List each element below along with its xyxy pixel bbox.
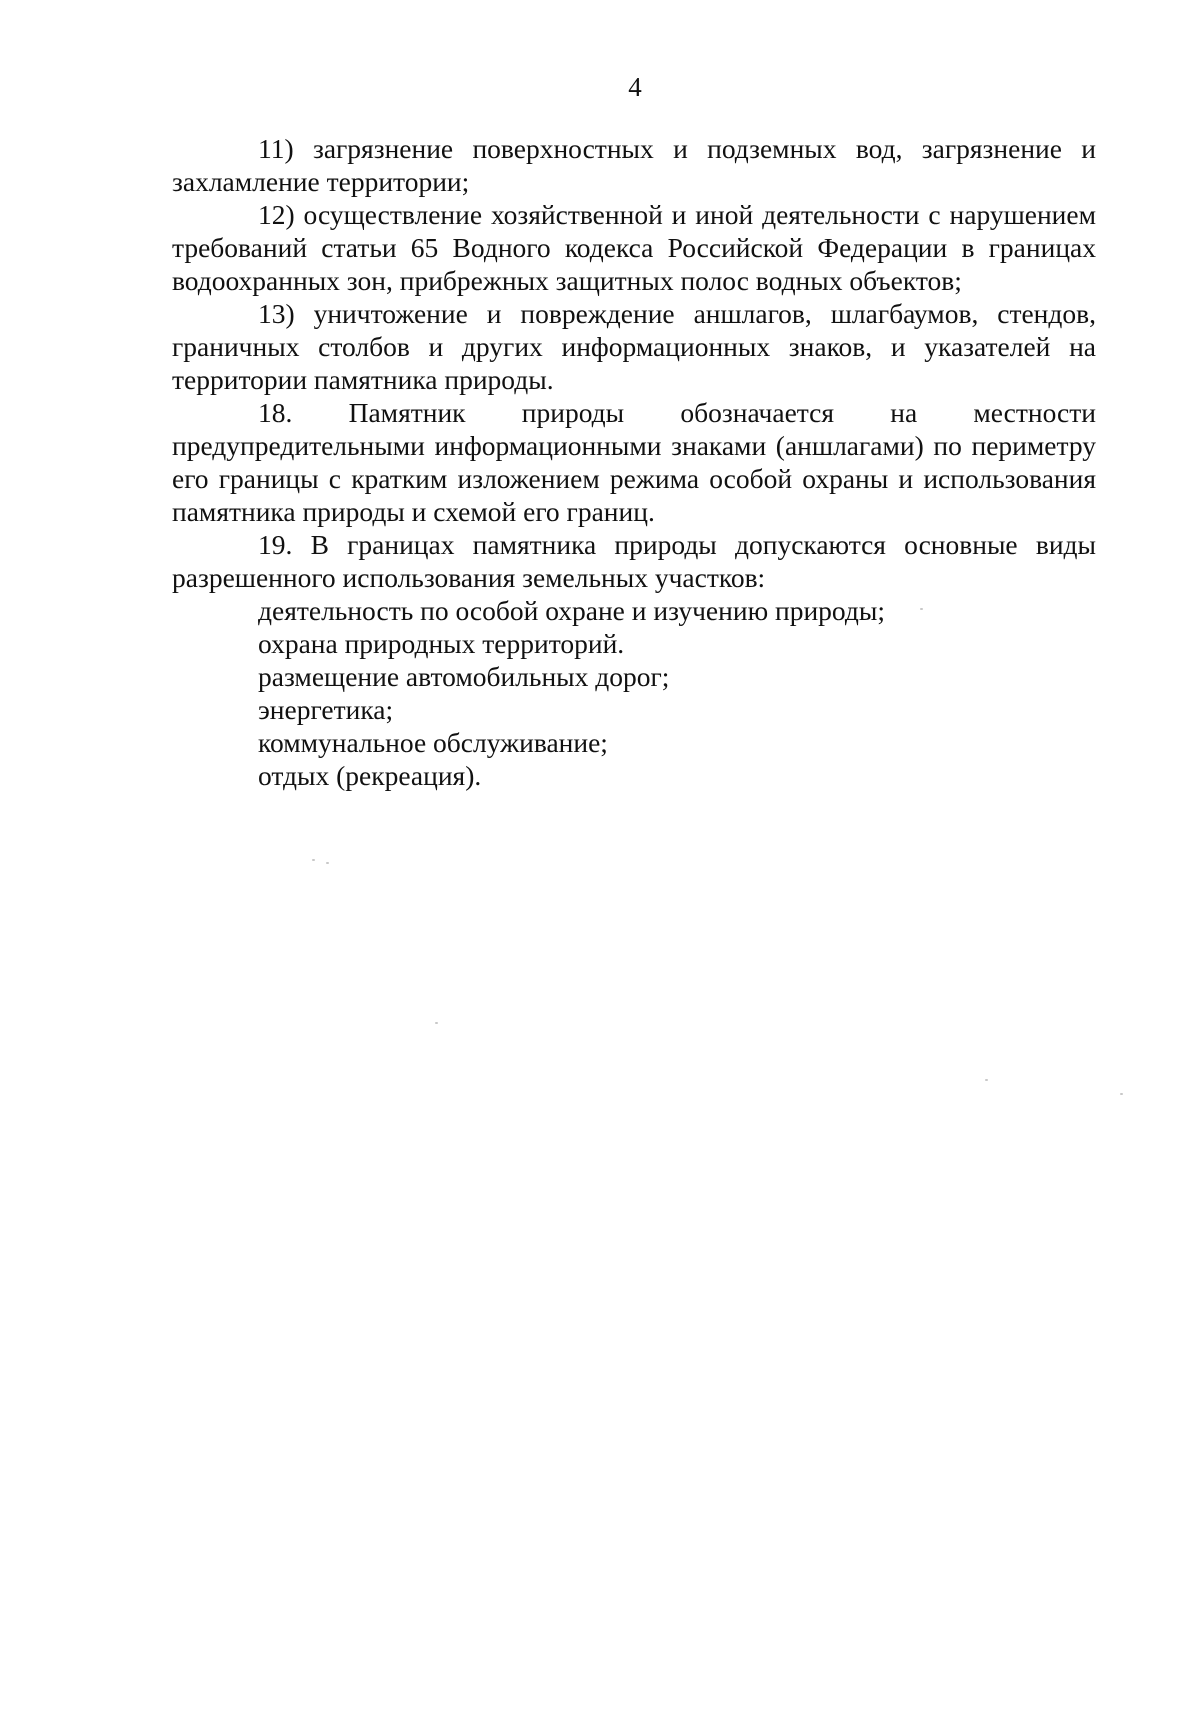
list-item: деятельность по особой охране и изучению природы; [258,595,885,626]
scan-speck [920,608,923,610]
scan-speck [435,1022,438,1024]
list-item: охрана природных территорий. [258,628,625,659]
scan-speck [985,1079,988,1081]
document-body [172,132,1096,792]
list-item: энергетика; [258,694,394,725]
paragraph-section-19: 19. В границах памятника природы допускаются основные виды разрешенного использования земельных участков: [172,529,1096,593]
list-item: размещение автомобильных дорог; [258,661,670,692]
page-number: 4 [628,72,642,102]
list-item: отдых (рекреация). [258,760,482,791]
permitted-uses-list [172,594,1096,792]
paragraph-item-13: 13) уничтожение и повреждение аншлагов, шлагбаумов, стендов, граничных столбов и других информационных знаков, и указателей на территории памятника природы. [172,298,1096,395]
paragraph-section-18: 18. Памятник природы обозначается на местности предупредительными информационными знаками (аншлагами) по периметру его границы с кратким изложением режима особой охраны и использования памятника природы и схемой его границ. [172,397,1096,527]
scan-speck [1120,1093,1123,1095]
paragraph-item-12: 12) осуществление хозяйственной и иной деятельности с нарушением требований статьи 65 Водного кодекса Российской Федерации в границах водоохранных зон, прибрежных защитных полос водных объектов; [172,199,1096,296]
scan-speck [326,862,329,864]
list-item: коммунальное обслуживание; [258,727,608,758]
scan-speck [312,859,315,861]
paragraph-item-11: 11) загрязнение поверхностных и подземных вод, загрязнение и захламление территории; [172,133,1096,197]
